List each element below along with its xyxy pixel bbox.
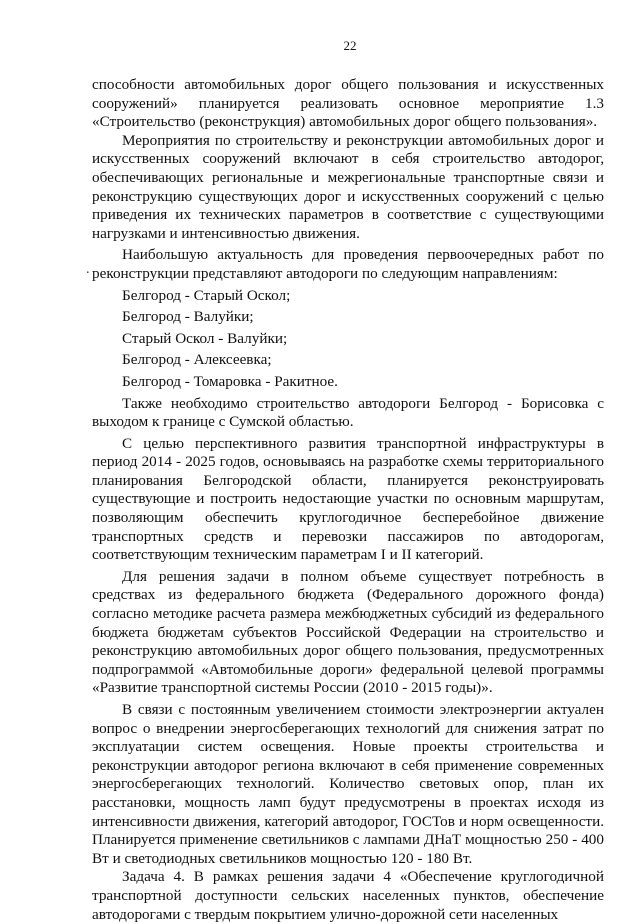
list-item: Белгород - Алексеевка; [122, 351, 272, 369]
paragraph-borisovka: Также необходимо строительство автодороги Белгород - Борисовка с выходом к границе с Сумской областью. [92, 394, 604, 431]
paragraph-energy: В связи с постоянным увеличением стоимости электроэнергии актуален вопрос о внедрении энергосберегающих технологий для снижения затрат по эксплуатации систем освещения. Новые проекты строительства и реконструкции автодорог региона включают в себя применение современных энергосберегающих технологий. Количество световых опор, план их расстановки, мощность ламп будут предусмотрены в проектах исходя из интенсивности движения, категорий автодорог, ГОСТов и норм освещенности. Планируется применение светильников с лампами ДНаТ мощностью 250 - 400 Вт и светодиодных светильников мощностью 120 - 180 Вт. [92, 701, 604, 867]
paragraph-task4: Задача 4. В рамках решения задачи 4 «Обеспечение круглогодичной транспортной доступности сельских населенных пунктов, обеспечение автодорогами с твердым покрытием улично-дорожной сети населенных [92, 868, 604, 923]
paragraph-development: С целью перспективного развития транспортной инфраструктуры в период 2014 - 2025 годов, основываясь на разработке схемы территориального планирования Белгородской области, планируется реконструировать существующие и построить недостающие участки по основным маршрутам, позволяющим обеспечить круглогодичное бесперебойное движение транспортных средств и перевозки пассажиров по автодорогам, соответствующим техническим параметрам I и II категорий. [92, 434, 604, 564]
list-item: Белгород - Валуйки; [122, 308, 254, 326]
list-item: Белгород - Старый Оскол; [122, 286, 291, 304]
paragraph-priority: Наибольшую актуальность для проведения первоочередных работ по реконструкции представляют автодороги по следующим направлениям: [92, 246, 604, 282]
directions-list [92, 287, 604, 392]
paragraph-funding: Для решения задачи в полном объеме существует потребность в средствах из федерального бюджета (Федерального дорожного фонда) согласно методике расчета размера межбюджетных субсидий из федерального бюджета бюджетам субъектов Российской Федерации на строительство и реконструкцию автомобильных дорог общего пользования, предусмотренных подпрограммой «Автомобильные дороги» федеральной целевой программы «Развитие транспортной системы России (2010 - 2015 годы)». [92, 567, 604, 697]
body-text [92, 76, 604, 924]
paragraph-measures: Мероприятия по строительству и реконструкции автомобильных дорог и искусственных сооружений включают в себя строительство автодорог, обеспечивающих региональные и межрегиональные транспортные связи и реконструкцию существующих дорог и искусственных сооружений с целью приведения их технических параметров в соответствие с существующими нагрузками и интенсивностью движения. [92, 131, 604, 242]
page-number: 22 [343, 38, 357, 53]
list-item: Старый Оскол - Валуйки; [122, 329, 288, 347]
list-item: Белгород - Томаровка - Ракитное. [122, 372, 338, 390]
scan-dot-mark: . [86, 262, 90, 277]
paragraph-continuation: способности автомобильных дорог общего пользования и искусственных сооружений» планируется реализовать основное мероприятие 1.3 «Строительство (реконструкция) автомобильных дорог общего пользования». [92, 76, 604, 131]
